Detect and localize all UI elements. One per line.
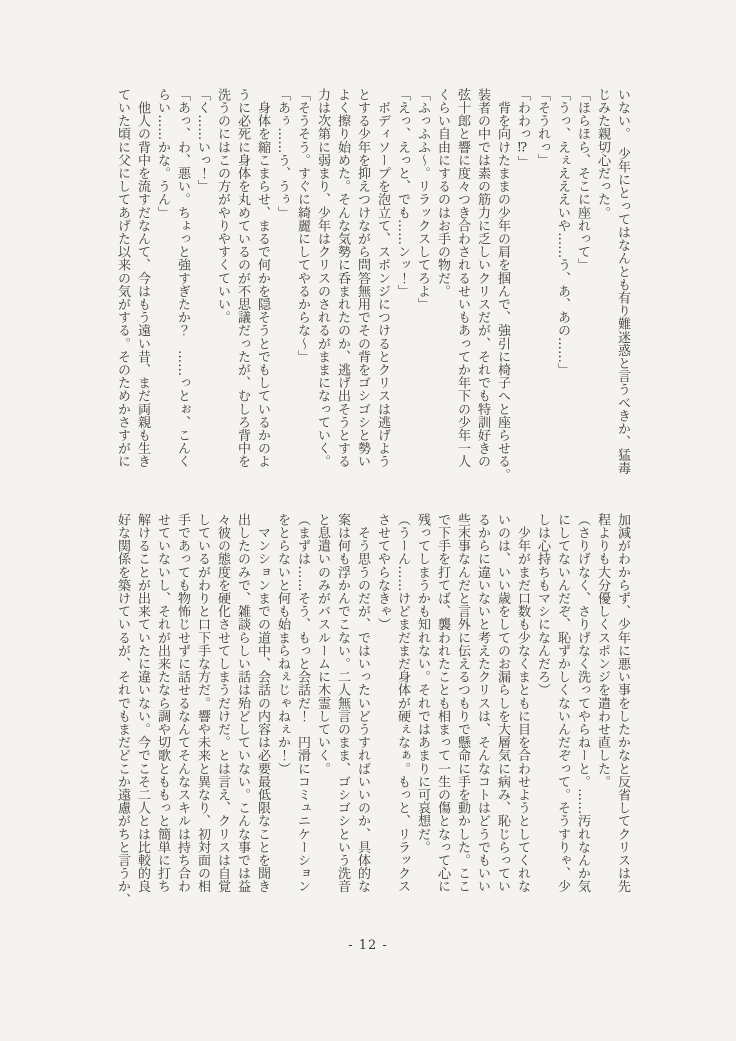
text-line: で下手を打てば、襲われたことも相まって一生の傷となって心に	[435, 513, 450, 893]
text-line: マンションまでの道中、会話の内容は必要最低限なことを聞き	[255, 513, 270, 893]
text-line: らい……かな。うん」	[155, 88, 170, 219]
text-line: ていた頃に父にしてあげた以来の気がする。そのためかさすがに	[115, 88, 130, 468]
text-line: 「ほらほら、そこに座れって」	[575, 88, 590, 272]
text-line: 「あぅ……う、うぅ」	[275, 88, 290, 219]
text-line: （まずは……そう、もっと会話だ！ 円滑にコミュニケーション	[295, 513, 310, 893]
text-line: （うーん……けどまだまだ身体が硬ぇなぁ。もっと、リラックス	[395, 513, 410, 893]
text-line: 「く……いっ！」	[195, 88, 210, 193]
text-line: 少年がまだ口数も少なくまともに目を合わせようとしてくれな	[515, 513, 530, 893]
text-line: にしてないんだぞ、恥ずかしくないんだぞって。そうすりゃ、少	[555, 513, 570, 893]
text-line: 力は次第に弱まり、少年はクリスのされるがままになっていく。	[315, 88, 330, 468]
text-line: そう思うのだが、ではいったいどうすればいいのか、具体的な	[355, 513, 370, 893]
text-line: 出したのみで、雑談らしい話は殆どしていない。こんな事では益	[235, 513, 250, 893]
text-line: 装者の中では素の筋力に乏しいクリスだが、それでも特訓好きの	[475, 88, 490, 468]
text-line: 解けることが出来ていたに違いない。今でこそ二人とは比較的良	[135, 513, 150, 893]
text-line: 背を向けたままの少年の肩を掴んで、強引に椅子へと座らせる。	[495, 88, 510, 481]
text-line: じみた親切心だった。	[595, 88, 610, 219]
text-line: くらい自由にするのはお手の物だ。	[435, 88, 450, 298]
text-line: 身体を縮こまらせ、まるで何かを隠そうとでもしているかのよ	[255, 88, 270, 468]
text-line: よく擦り始めた。そんな気勢に呑まれたのか、逃げ出そうとする	[335, 88, 350, 468]
text-line: しているがわりと口下手な方だ。響や未来と異なり、初対面の相	[195, 513, 210, 893]
text-line: 「うっ、えぇえええいや……う、あ、あの……」	[555, 88, 570, 377]
text-line: と息遣いのみがバスルームに木霊していく。	[315, 513, 330, 775]
text-line: 「そうそう。すぐに綺麗にしてやるからな〜」	[295, 88, 310, 364]
text-line: いない。 少年にとってはなんとも有り難迷惑と言うべきか、猛毒	[615, 88, 630, 475]
text-line: 弦十郎と響に度々つき合わされるせいもあってか年下の少年一人	[455, 88, 470, 468]
text-block-top	[108, 88, 632, 492]
text-line: せていないし、それが出来たなら調や切歌とももっと簡単に打ち	[155, 513, 170, 893]
text-line: 残ってしまうかも知れない。それではあまりに可哀想だ。	[415, 513, 430, 854]
text-line: 「あっ、わ、悪い。ちょっと強すぎたか？ ……っとぉ、こんく	[175, 88, 190, 468]
text-line: 些末事なんだと言外に伝えるつもりで懸命に手を動かした。ここ	[455, 513, 470, 893]
text-line: ボディソープを泡立て、スポンジにつけるとクリスは逃げよう	[375, 88, 390, 468]
text-block-bottom	[108, 513, 632, 917]
text-line: させてやらなきゃ）	[375, 513, 390, 631]
text-line: 他人の背中を流すだなんて、今はもう遠い昔、まだ両親も生き	[135, 88, 150, 468]
text-line: 洗うのにはこの方がやりやすくていい。	[215, 88, 230, 324]
text-line: 「えっ、えっと、でも……ンッ！」	[395, 88, 410, 298]
text-line: しは心持ちもマシになんだろ）	[535, 513, 550, 697]
text-line: 「わわっ⁉」	[515, 88, 530, 169]
text-line: 手であっても物怖じせずに話せるなんてそんなスキルは持ち合わ	[175, 513, 190, 893]
text-line: 「そうれっ」	[535, 88, 550, 167]
page-number: - 12 -	[348, 938, 388, 953]
text-line: とする少年を抑えつけながら問答無用でその背をゴシゴシと勢い	[355, 88, 370, 468]
text-line: るからに違いないと考えたクリスは、そんなコトはどうでもいい	[475, 513, 490, 893]
text-line: 加減がわからず、少年に悪い事をしたかなと反省してクリスは先	[615, 513, 630, 893]
text-line: 好な関係を築けているが、それでもまだどこか遠慮がちと言うか、	[115, 513, 130, 906]
text-line: 案は何も浮かんでこない。二人無言のまま、ゴシゴシという洗音	[335, 513, 350, 893]
text-line: （さりげなく、さりげなく洗ってやらねーと。……汚れなんか気	[575, 513, 590, 893]
text-line: 「ふっふふ〜。リラックスしてろよ」	[415, 88, 430, 311]
text-line: をとらないと何も始まらねぇじゃねぇか！）	[275, 513, 290, 775]
text-line: うに必死に身体を丸めているのが不思議だったが、むしろ背中を	[235, 88, 250, 468]
text-line: 程よりも大分優しくスポンジを遣わせ直した。	[595, 513, 610, 789]
text-line: いのは、いい歳をしてのお漏らしを大層気に病み、恥じらってい	[495, 513, 510, 893]
text-line: 々彼の態度を硬化させてしまうだけだ。とは言え、クリスは自覚	[215, 513, 230, 893]
